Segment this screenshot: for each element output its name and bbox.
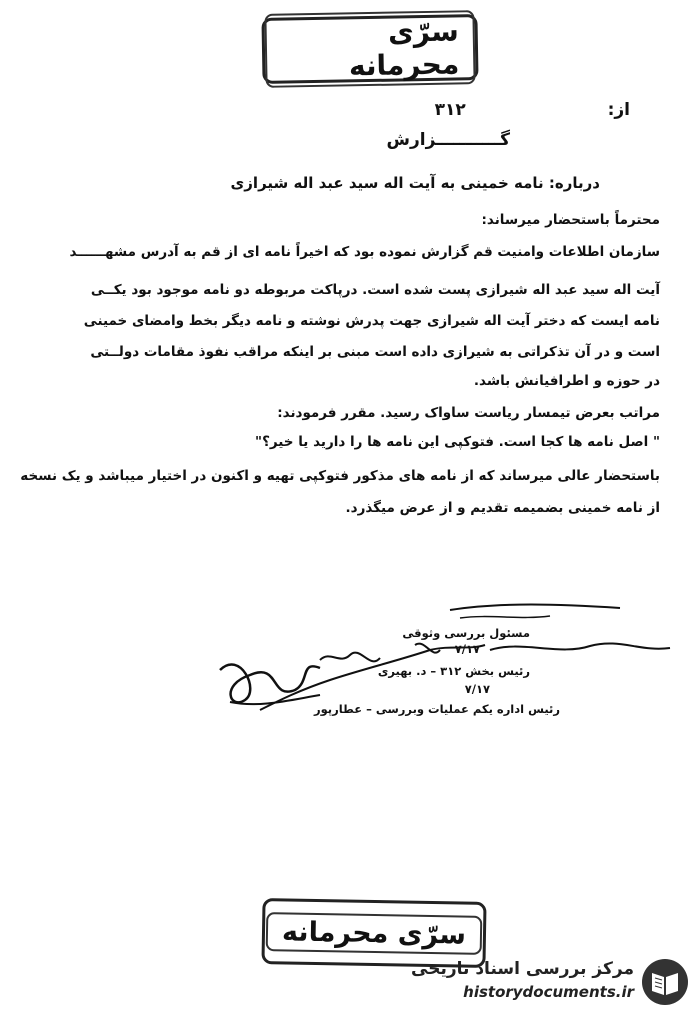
report-title: گـــــــــــزارش bbox=[386, 130, 510, 150]
body-line: نامه ایست که دختر آیت اله شیرازی جهت پدرش نوشته و نامه دیگر بخط وامضای خمینی bbox=[83, 313, 660, 329]
from-label: از: bbox=[607, 100, 630, 120]
body-line: محترماً باستحضار میرساند: bbox=[481, 212, 660, 228]
book-logo-icon bbox=[640, 957, 690, 1007]
body-line: " اصل نامه ها کجا است. فتوکپی این نامه ها را دارید یا خیر؟" bbox=[255, 434, 660, 450]
body-line: مراتب بعرض تیمسار ریاست ساواک رسید. مقرر فرمودند: bbox=[277, 405, 660, 421]
bottom-stamp-text: سرّی محرمانه bbox=[266, 912, 482, 955]
body-line: باستحضار عالی میرساند که از نامه های مذکور فتوکپی تهیه و اکنون در اختیار میباشد و یک نسخه bbox=[20, 468, 660, 484]
signature-line-4: ۷/۱۷ bbox=[464, 682, 490, 696]
from-line bbox=[435, 100, 630, 120]
watermark-url: historydocuments.ir bbox=[463, 983, 634, 1001]
subject-line: درباره: نامه خمینی به آیت اله سید عبد اله شیرازی bbox=[230, 174, 600, 192]
top-classification-stamp bbox=[261, 14, 478, 84]
from-value: ۳۱۲ bbox=[434, 100, 466, 120]
signature-line-5: رئیس اداره یکم عملیات وبررسی – عطارپور bbox=[313, 702, 560, 716]
body-line: است و در آن تذکراتی به شیرازی داده است مبنی بر اینکه مراقب نفوذ مقامات دولــتی bbox=[90, 344, 660, 360]
top-stamp-text: سرّی محرمانه bbox=[264, 10, 475, 88]
signature-line-3: رئیس بخش ۳۱۲ – د. بهیری bbox=[377, 664, 530, 678]
body-line: در حوزه و اطرافیانش باشد. bbox=[473, 373, 660, 389]
body-line: سازمان اطلاعات وامنیت قم گزارش نموده بود که اخیراً نامه ای از قم به آدرس مشهــــــد bbox=[69, 244, 660, 260]
watermark-org-name: مرکز بررسی اسناد تاریخی bbox=[411, 959, 634, 979]
signature-line-2: ۷/۱۷ bbox=[454, 642, 480, 656]
watermark-logo bbox=[411, 955, 692, 1011]
body-line: از نامه خمینی بضمیمه تقدیم و از عرض میگذرد. bbox=[345, 500, 660, 516]
body-line: آیت اله سید عبد اله شیرازی پست شده است. درپاکت مربوطه دو نامه موجود بود یکــی bbox=[90, 282, 660, 298]
signature-line-1: مسئول بررسی وثوقی bbox=[402, 626, 530, 640]
signature-block bbox=[200, 590, 680, 730]
